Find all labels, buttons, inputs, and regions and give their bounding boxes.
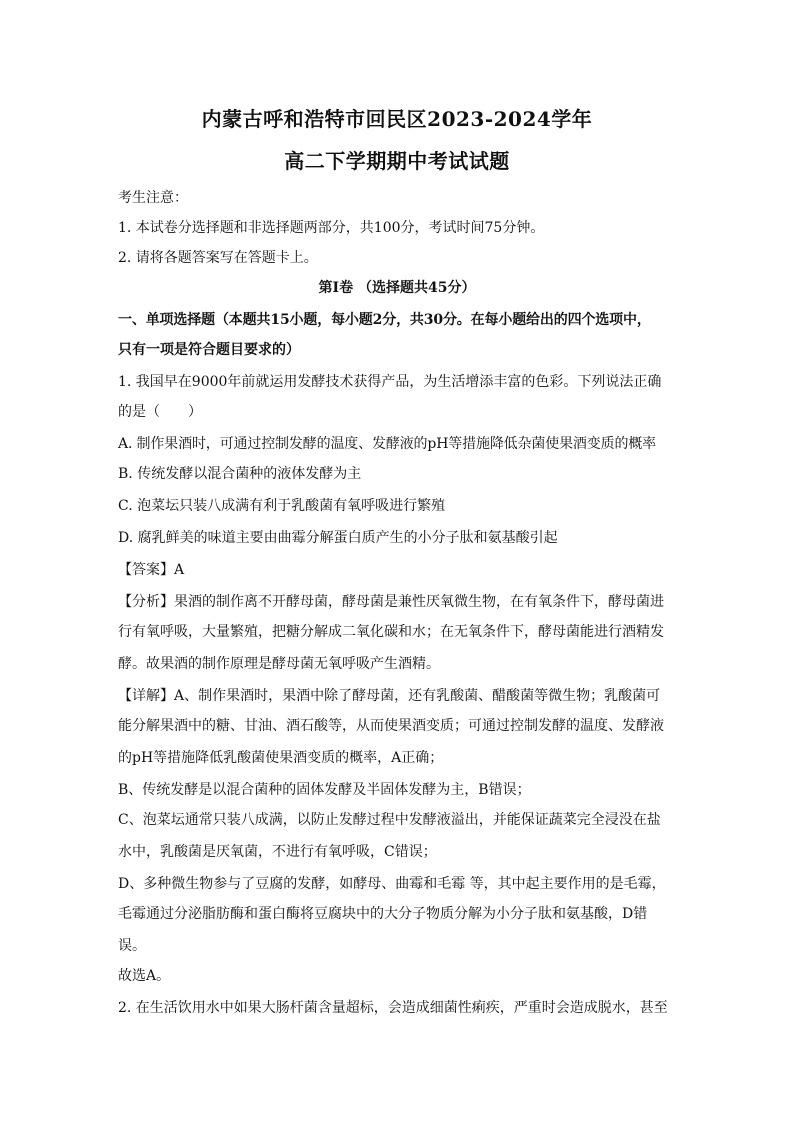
question-1-detail-line7: D、多种微生物参与了豆腐的发酵，如酵母、曲霉和毛霉 等，其中起主要作用的是毛霉， [118,876,666,892]
question-1-option-a: A. 制作果酒时，可通过控制发酵的温度、发酵液的pH等措施降低杂菌使果酒变质的概率 [118,436,657,452]
question-1-option-b: B. 传统发酵以混合菌种的液体发酵为主 [118,466,362,482]
question-1-detail-line5: C、泡菜坛通常只装八成满，以防止发酵过程中发酵液溢出，并能保证蔬菜完全浸没在盐 [118,812,661,828]
question-1-analysis-line2: 行有氧呼吸，大量繁殖，把糖分解成二氧化碳和水；在无氧条件下，酵母菌能进行酒精发 [118,624,664,640]
question-1-stem-line1: 1. 我国早在9000年前就运用发酵技术获得产品，为生活增添丰富的色彩。下列说法正确 [118,374,662,390]
section-instruction-line2: 只有一项是符合题目要求的） [118,342,300,358]
notice-item-1: 1. 本试卷分选择题和非选择题两部分，共100分，考试时间75分钟。 [118,220,545,236]
question-1-stem-line2: 的是（ ） [118,404,202,420]
question-1-detail-line6: 水中，乳酸菌是厌氧菌，不进行有氧呼吸，C错误； [118,844,437,860]
notice-item-2: 2. 请将各题答案写在答题卡上。 [118,250,318,266]
question-1-detail-line1: 【详解】A、制作果酒时，果酒中除了酵母菌，还有乳酸菌、醋酸菌等微生物；乳酸菌可 [118,688,661,704]
question-1-detail-line9: 误。 [118,938,146,954]
question-1-detail-line8: 毛霉通过分泌脂肪酶和蛋白酶将豆腐块中的大分子物质分解为小分子肽和氨基酸，D错 [118,906,648,922]
question-1-analysis-line3: 酵。故果酒的制作原理是酵母菌无氧呼吸产生酒精。 [118,656,440,672]
section-title: 第Ⅰ卷 （选择题共45分） [318,280,476,296]
question-1-answer: 【答案】A [118,562,185,578]
exam-title-line1: 内蒙古呼和浩特市回民区2023-2024学年 [201,107,593,131]
notice-heading: 考生注意： [118,190,188,206]
question-1-detail-line10: 故选A。 [118,968,171,984]
exam-title-line2: 高二下学期期中考试试题 [284,149,510,173]
question-1-detail-line4: B、传统发酵是以混合菌种的固体发酵及半固体发酵为主，B错误； [118,782,531,798]
question-1-option-c: C. 泡菜坛只装八成满有利于乳酸菌有氧呼吸进行繁殖 [118,498,446,514]
question-1-detail-line2: 能分解果酒中的糖、甘油、酒石酸等，从而使果酒变质；可通过控制发酵的温度、发酵液 [118,718,664,734]
section-instruction-line1: 一、单项选择题（本题共15小题，每小题2分，共30分。在每小题给出的四个选项中， [118,312,651,328]
question-1-analysis-line1: 【分析】果酒的制作离不开酵母菌，酵母菌是兼性厌氧微生物，在有氧条件下，酵母菌进 [118,594,664,610]
question-1-detail-line3: 的pH等措施降低乳酸菌使果酒变质的概率，A正确； [118,750,444,766]
question-2-stem-line1: 2. 在生活饮用水中如果大肠杆菌含量超标，会造成细菌性痢疾，严重时会造成脱水，甚至 [118,1000,668,1016]
question-1-option-d: D. 腐乳鲜美的味道主要由曲霉分解蛋白质产生的小分子肽和氨基酸引起 [118,530,558,546]
